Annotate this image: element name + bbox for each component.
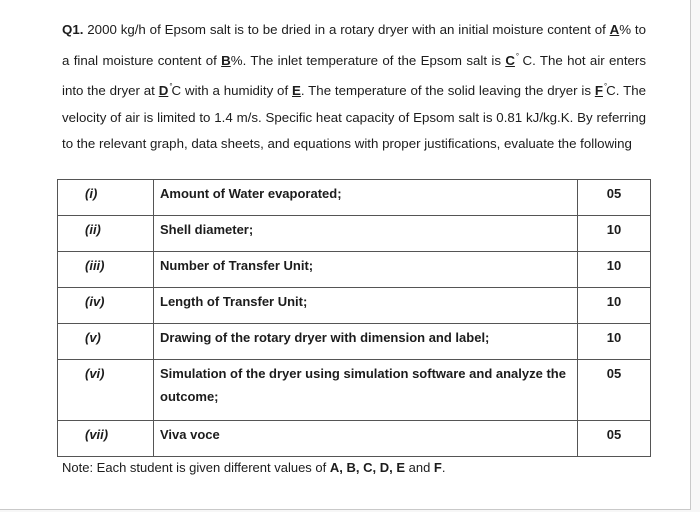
variable-c: C (505, 52, 515, 68)
row-marks: 05 (578, 360, 651, 421)
variable-f: F (594, 83, 603, 99)
row-marks: 05 (578, 421, 651, 457)
row-description: Number of Transfer Unit; (154, 252, 578, 288)
note-text: Note: Each student is given different values of A, B, C, D, E and F. (62, 460, 446, 475)
row-description: Simulation of the dryer using simulation software and analyze the outcome; (154, 360, 578, 421)
row-description: Amount of Water evaporated; (154, 180, 578, 216)
row-description: Shell diameter; (154, 216, 578, 252)
table-row (58, 360, 651, 421)
variable-e: E (292, 83, 301, 99)
variable-a: A (609, 22, 620, 37)
row-number: (v) (58, 324, 154, 360)
degree-symbol: ° (169, 82, 173, 92)
table-row (58, 288, 651, 324)
variable-b: B (221, 52, 231, 68)
degree-symbol: ° (603, 82, 608, 92)
marks-table (57, 179, 651, 457)
variable-d: D (158, 83, 169, 99)
note-last-variable: F (433, 460, 442, 475)
note-variables: A, B, C, D, E (329, 460, 405, 475)
row-number: (iii) (58, 252, 154, 288)
table-row (58, 324, 651, 360)
row-marks: 10 (578, 324, 651, 360)
row-number: (i) (58, 180, 154, 216)
row-marks: 10 (578, 216, 651, 252)
table-row (58, 252, 651, 288)
question-number: Q1. (62, 22, 84, 37)
degree-symbol: ° (515, 51, 520, 61)
row-marks: 10 (578, 288, 651, 324)
row-number: (iv) (58, 288, 154, 324)
table-row (58, 421, 651, 457)
row-description: Viva voce (154, 421, 578, 457)
row-description: Drawing of the rotary dryer with dimension and label; (154, 324, 578, 360)
row-number: (vii) (58, 421, 154, 457)
table-row (58, 180, 651, 216)
row-number: (vi) (58, 360, 154, 421)
row-description: Length of Transfer Unit; (154, 288, 578, 324)
table-row (58, 216, 651, 252)
row-number: (ii) (58, 216, 154, 252)
question-text: Q1. 2000 kg/h of Epsom salt is to be dried in a rotary dryer with an initial moisture content of A% to a final moisture content of B%. The inlet temperature of the Epsom salt is C° C. The hot air enters into the dryer at D°C with a humidity of E. The temperature of the solid leaving the dryer is F°C. The velocity of air is limited to 1.4 m/s. Specific heat capacity of Epsom salt is 0.81 kJ/kg.K. By referring to the relevant graph, data sheets, and equations with proper justifications, evaluate the following (62, 22, 647, 152)
row-marks: 05 (578, 180, 651, 216)
row-marks: 10 (578, 252, 651, 288)
